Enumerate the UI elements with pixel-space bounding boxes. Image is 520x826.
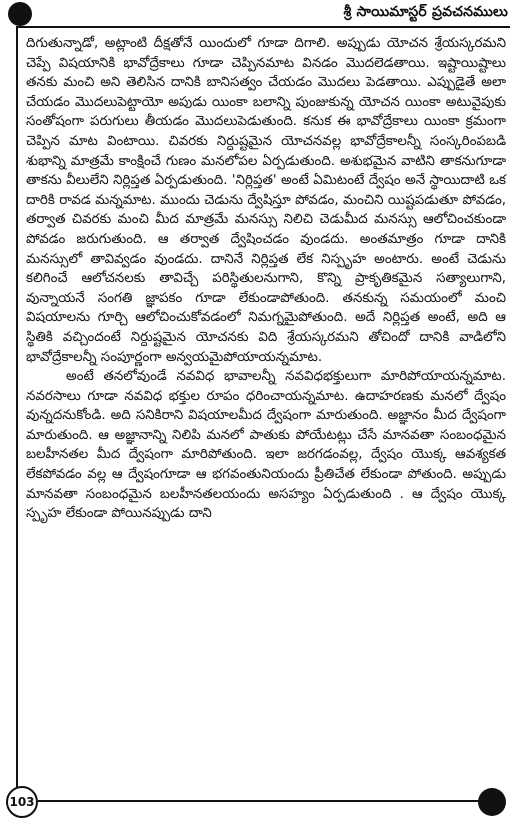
header-rule — [16, 26, 510, 28]
paragraph: అంటే తనలోవుండే నవవిధ భావాలన్నీ నవవిధభక్తులుగా మారిపోయాయన్నమాట. నవరసాలు గూడా నవవిధ భక్తుల రూపం ధరించాయన్నమాట. ఉదాహరణకు మనలో ద్వేషం వున్నదనుకోండి. అది సనికిరాని విషయాలమీద ద్వేషంగా మారుతుంది. అజ్ఞానం మీద ద్వేషంగా మారుతుంది. ఆ అజ్ఞానాన్ని నిలిపి మనలో పాతుకు పోయేటట్లు చేసే మానవతా సంబంధమైన బలహీనతల మీద ద్వేషంగా మారిపోతుంది. ఇలా జరగడంవల్ల, ద్వేషం యొక్క ఆవశ్యకత లేకపోవడం వల్ల ఆ ద్వేషంగూడా ఆ భగవంతునియందు ప్రీతిచేత లేకుండా పోతుంది. అప్పుడు మానవతా సంబంధమైన బలహీనతలయందు అసహ్యం ఏర్పడుతుంది . ఆ ద్వేషం యొక్క స్పృహ లేకుండా పోయినప్పుడు దాని — [26, 369, 506, 522]
footer-bullet-icon — [478, 788, 506, 816]
header-bullet-icon — [8, 2, 32, 26]
running-header-title: శ్రీ సాయిమాస్టర్ ప్రవచనములు — [343, 4, 508, 20]
body-text — [26, 34, 506, 524]
left-margin-rule — [16, 26, 18, 788]
page-number-badge: 103 — [6, 786, 38, 818]
paragraph: దిగుతున్నాడో, అట్లాంటి దీక్షతోనే యిందులో గూడా దిగాలి. అప్పుడు యోచన శ్రేయస్కరమని చెప్పే విషయానికి భావోద్రేకాలు గూడా చెప్పినమాట వినడం మొదలెడతాయి. ఇష్టాయిష్టాలు తనకు మంచి అని తెలిసిన దానికి బానిసత్వం చేయడం మొదలు పెడతాయి. ఎప్పుడైతే అలా చేయడం మొదలుపెట్టాయో అపుడు యింకా బలాన్ని పుంజుకున్న యోచన యింకా అటువైపుకు సంతోషంగా పరుగులు తీయడం మొదలుపెడుతుంది. కనుక ఈ భావోద్రేకాలు యింకా క్రమంగా చెప్పిన మాట వింటాయి. చివరకు నిర్దుష్టమైన యోచనవల్ల భావోద్రేకాలన్నీ సంస్కరింపబడి శుభాన్ని మాత్రమే కాంక్షించే గుణం మనలోపల ఏర్పడుతుంది. అశుభమైన వాటిని తాకనుగూడా తాకను వీలులేని నిర్లిప్తత ఏర్పడుతుంది. 'నిర్లిప్తత' అంటే ఏమిటంటే ద్వేషం అనే స్థాయిదాటి ఒక దారికి రావడ మన్నమాట. ముందు చెడును ద్వేషిస్తూ పోవడం, మంచిని యిష్టపడుతూ పోవడం, తర్వాత చివరకు మంచి మీద మాత్రమే మనస్సు నిలిచి చెడుమీద మనస్సు ఆలోచించకుండా పోవడం జరుగుతుంది. ఆ తర్వాత ద్వేషించడం వుండదు. అంతమాత్రం గూడా దానికి మనస్సులో తావివ్వడం వుండదు. దానినే నిర్లిప్తత లేక నిస్పృహ అంటారు. అంటే చెడును కలిగించే ఆలోచనలకు తావిచ్చే పరిస్థితులనుగాని, కొన్ని ప్రాకృతికమైన సత్యాలుగాని, వున్నాయనే సంగతి జ్ఞాపకం గూడా లేకుండాపోతుంది. తనకున్న సమయంలో మంచి విషయాలను గూర్చి ఆలోచించుకోవడంలో నిమగ్నమైపోతుంది. అదే నిర్లిప్తత అంటే, అది ఆ స్థితికి వచ్చిందంటే నిర్దుష్టమైన యోచనకు విది శ్రేయస్కరమని తోచిందో దానికి వాడిలోని భావోద్రేకాలన్నీ సంపూర్ణంగా అన్వయమైపోయాయన్నమాట. — [26, 36, 506, 365]
footer-rule — [38, 800, 482, 802]
